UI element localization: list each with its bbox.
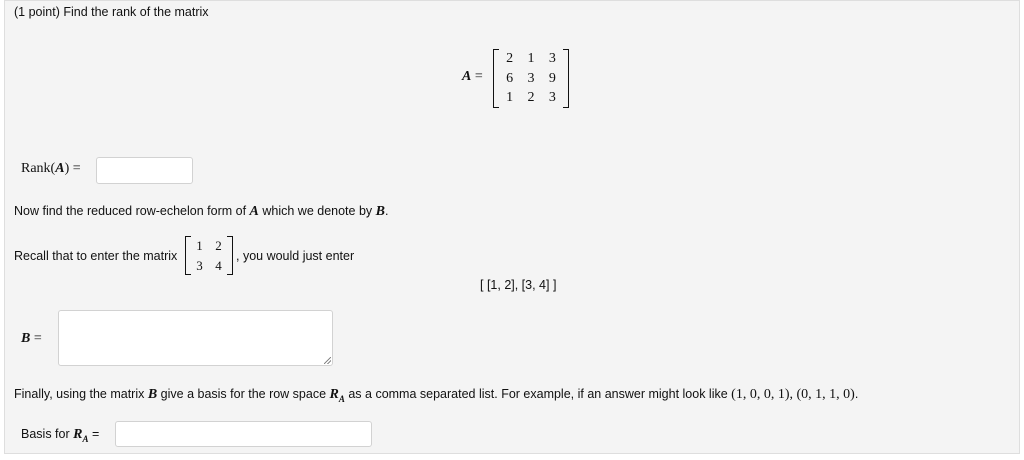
matrix-a-cell: 1 <box>527 51 535 66</box>
example-matrix-cell: 4 <box>215 257 222 273</box>
example-answer: (1, 0, 0, 1), (0, 1, 1, 0) <box>731 387 855 402</box>
basis-instruction: Finally, using the matrix B give a basis for the row space $R_A$ as a comma separated list. For example, if an answer might look like (1, 0, 0, 1), (0, 1, 1, 0). <box>14 387 859 404</box>
rref-instruction: Now find the reduced row-echelon form of A which we denote by B. <box>14 204 389 219</box>
problem-header: (1 point) Find the rank of the matrix <box>14 5 209 19</box>
example-matrix-cell: 1 <box>196 238 203 253</box>
matrix-a-cell: 3 <box>527 70 535 86</box>
matrix-a-cell: 2 <box>506 51 514 66</box>
matrix-a-cell: 6 <box>506 70 514 86</box>
recall-text-after: , you would just enter <box>236 249 355 263</box>
matrix-a-cell: 9 <box>548 70 556 86</box>
matrix-a-cell: 3 <box>548 90 556 106</box>
matrix-b-label: B = <box>21 331 42 346</box>
matrix-a-cell: 3 <box>548 51 556 66</box>
example-matrix-cell: 3 <box>196 257 203 273</box>
basis-symbol-b: B <box>147 387 158 402</box>
basis-symbol-r: $R_A$ <box>329 387 345 404</box>
matrix-a-cell: 2 <box>527 90 535 106</box>
example-entry: [ [1, 2], [3, 4] ] <box>480 278 557 292</box>
rref-symbol-b: B <box>375 204 385 219</box>
rank-label-symbol: A <box>55 161 65 176</box>
resize-grip-icon[interactable] <box>324 357 331 364</box>
matrix-a-cell: 1 <box>506 90 514 106</box>
basis-label-symbol: $R_A$ <box>73 427 89 444</box>
rref-symbol-a: A <box>249 204 259 219</box>
rank-input[interactable] <box>96 157 193 184</box>
basis-label: Basis for $R_A$ = <box>21 427 100 444</box>
matrix-a-label: A = <box>462 69 483 84</box>
example-matrix <box>185 236 233 275</box>
matrix-b-textarea[interactable] <box>58 310 333 366</box>
rank-label: Rank(A) = <box>21 161 81 176</box>
example-matrix-cell: 2 <box>215 238 222 253</box>
matrix-b-symbol: B <box>21 331 31 346</box>
matrix-a <box>493 49 569 108</box>
matrix-a-symbol: A <box>462 69 472 84</box>
basis-input[interactable] <box>115 421 372 447</box>
recall-text-before: Recall that to enter the matrix <box>14 249 178 263</box>
